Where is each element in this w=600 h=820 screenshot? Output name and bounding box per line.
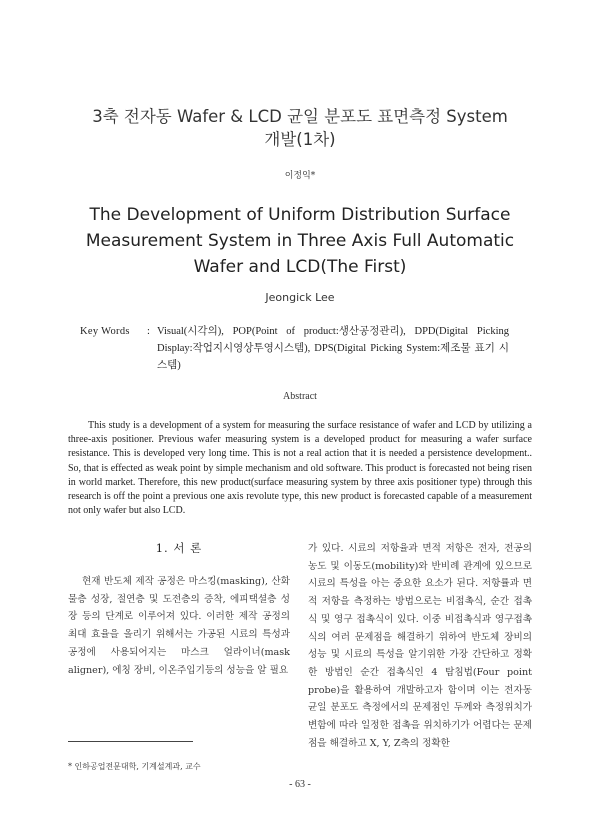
english-author: Jeongick Lee [265,291,335,304]
footnote: * 인하공업전문대학, 기계설계과, 교수 [68,762,201,771]
page-number: - 63 - [289,779,311,790]
korean-title-line2: 개발(1차) [264,130,336,149]
english-title-line1: The Development of Uniform Distribution Surface [89,205,511,225]
keywords-colon: : [147,326,150,337]
right-column-text: 가 있다. 시료의 저항율과 면적 저항은 전자, 전공의 농도 및 이동도(mobility)와 반비례 관계에 있으므로 시료의 특성을 아는 중요한 요소가 된다. 저항률과 면적 저항을 측정하는 방법으로는 비접촉식, 순간 접촉식 및 영구 접촉식이 있다. 이중 비접촉식과 영구접촉식의 여러 문제점을 해결하기 위하여 반도체 장비의 성능 및 시료의 특성을 알기위한 가장 간단하고 정확한 방법인 순간 접촉식인 4 탐침법(Four point probe)을 활용하여 개발하고자 함이며 이는 전자동 균일 분포도 측정에서의 문제점인 두께와 측정위치가 변함에 따라 일정한 접촉을 위치하기가 어렵다는 문제점을 해결하고 X, Y, Z축의 정확한 [308,543,532,749]
abstract-body: This study is a development of a system for measuring the surface resistance of wafer and LCD by utilizing a three-axis positioner. Previous wafer measuring system is a developed product for measuring a wafer surface resistance. This is developed very long time. This is not a real action that it is needed a persistence development.. So, that is effected as weak point by simple mechanism and old software. This product is forecasted not being risen in world market. Therefore, this new product(surface measuring system by three axis positioner type) through this research is off the point a previous one axis revolute type, this new product is forecasted capable of a measurement not only wafer but also LCD. [68,420,532,517]
abstract-heading: Abstract [283,391,317,402]
keywords-text: Visual(시각의), POP(Point of product:생산공정관리), DPD(Digital Picking Display:작업지시영상투영시스템), DPS(Digital Picking System:제조물 표기 시스템) [157,326,509,371]
section-heading: 1. 서 론 [155,541,203,555]
korean-title-line1: 3축 전자동 Wafer & LCD 균일 분포도 표면측정 System [92,107,508,126]
korean-author: 이정익* [284,171,316,181]
keywords-label: Key Words [80,326,130,337]
footnote-separator [68,741,193,742]
korean-title [40,105,560,151]
english-title [60,202,540,280]
english-title-line2: Measurement System in Three Axis Full Automatic [85,231,515,251]
english-title-line3: Wafer and LCD(The First) [193,257,407,277]
left-column-text: 현재 반도체 제작 공정은 마스킹(masking), 산화물층 성장, 절연층 및 도전층의 증착, 에피택셜층 성장 등의 단계로 이루어져 있다. 이러한 제작 공정의 최대 효율을 올리기 위해서는 가공된 시료의 특성과 공정에 사용되어지는 마스크 얼라이너(mask aligner), 에칭 장비, 이온주입기등의 성능을 알 필요 [68,576,290,676]
